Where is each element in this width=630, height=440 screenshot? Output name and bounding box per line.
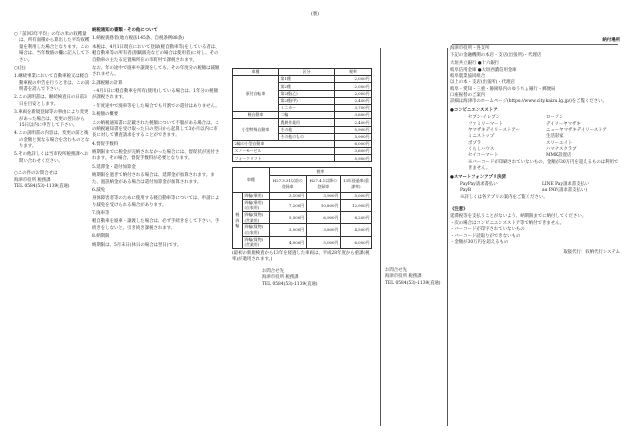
middle-contact <box>262 269 372 288</box>
tax-rate-table-2 <box>232 167 372 249</box>
contact-line: 海津市役所 税務課 <box>385 274 422 280</box>
table-row <box>233 199 372 211</box>
list-item: 3.車両を新規登録等の事由により変更があった場合は、変更の翌日から15日以内に申告して下さい。 <box>14 110 89 128</box>
table-cell: 4,000円 <box>269 236 306 248</box>
table-header-row <box>233 168 372 175</box>
paragraph: この納税通知書に記載された税額について不服がある場合は、この納税通知書を受け取った日の翌日から起算して3か月以内に市長に対して審査請求をすることができます。 <box>92 120 220 139</box>
table-cell: 5,900円 <box>335 126 372 133</box>
table-cell: フォークリフト <box>233 155 335 162</box>
store-list <box>450 115 620 160</box>
table-cell: 2輪の小型自動車 <box>233 140 335 147</box>
contact-title: ○この件のお問合せは <box>14 171 58 177</box>
table-cell: 3,700円 <box>335 104 372 111</box>
table-cell: 5,000円 <box>306 236 340 248</box>
table-cell: 四輪(貨物)(営業用) <box>243 212 270 224</box>
table-cell: 原付自転車 <box>233 76 279 112</box>
table-row <box>233 155 372 162</box>
convenience-title: ●コンビニエンスストア <box>450 107 498 113</box>
note-1: ○「前回3年平均」の年の米の収穫量は、所有面積から算出した平均収穫量を利用した場合となります。この場合は、当年数値の欄に記入して下さい。 <box>14 32 90 63</box>
table-cell: 四輪(貨物)(営業用) <box>243 236 270 248</box>
contact-line: 海津市役所 税務課 <box>262 275 299 281</box>
paragraph: ・年度途中で廃車等をした場合でも月割での還付はありません。 <box>92 103 220 109</box>
bank-line: 岐阜信用金庫 ●大垣西濃信用金庫 <box>450 67 517 73</box>
table-cell: 2,400円 <box>335 97 372 104</box>
right-title: 納付場所 <box>602 38 620 43</box>
paragraph: なお、年の途中で廃車や譲渡をしても、その年度分の税額は減額されません。 <box>92 65 220 78</box>
list-item: PayPay請求書払い <box>460 181 498 187</box>
fold-line <box>447 48 448 426</box>
table-cell: 3,600円 <box>335 148 372 155</box>
middle-title: 納税通知の書類・その他について <box>92 28 158 33</box>
list-item: 4.この説明書の内容は、変更の前と後の金額と異なる場合を含むものとなります。 <box>14 131 90 149</box>
table-cell: 3,100円 <box>269 192 306 199</box>
list-item: ハマナスクラブ <box>546 147 577 152</box>
bank-line: 大垣共立銀行 ●十六銀行 <box>450 61 500 67</box>
list-item: 生活彩家 <box>546 134 564 140</box>
table-cell: 3,000円 <box>269 224 306 236</box>
table-cell: 第2種 <box>279 83 335 90</box>
middle-text-column <box>92 28 222 251</box>
notice-line: 延滞税等を支払うことがないよう、納期限までに納付してください。 <box>450 214 587 220</box>
notice-line: ・次の場合はコンビニエンスストア等で納付できません。 <box>450 220 565 226</box>
table-cell: 軽四輪 <box>233 192 243 248</box>
paragraph: 納期限を過ぎて納付される場合は、延滞金が加算されます。また、過誤納金がある場合は還付加算金が加算されます。 <box>92 173 215 185</box>
list-item: ミニストップ <box>468 134 495 140</box>
table-cell: 5,900円 <box>335 155 372 162</box>
table-row <box>233 112 372 119</box>
list-item: スリーエイト <box>546 140 573 146</box>
table-row <box>233 76 372 83</box>
paragraph: 7.廃車等 <box>92 211 110 216</box>
contact-line: 海津市役所 税務課 <box>14 177 51 183</box>
contact-title: お問合せ先 <box>262 268 284 274</box>
notice-line: ・バーコード読取りができないもの <box>450 233 521 239</box>
contact-line: TEL 0584(53)-1139(直通) <box>385 280 441 286</box>
bank-line: 以上の本・支店(出張所)・代理店 <box>450 80 515 86</box>
contact-title: お問合せ先 <box>385 268 407 273</box>
table-cell: その他のもの <box>279 133 335 140</box>
table-header: H27.4.1以降の登録車 <box>306 175 340 192</box>
table-cell: 2,000円 <box>335 83 372 90</box>
table-row <box>233 148 372 155</box>
paragraph: 2.課税額の計算 <box>92 80 123 86</box>
top-line: 海津市役所・各支所 <box>450 46 490 52</box>
notice-title: 《注意》 <box>450 207 468 212</box>
table-cell: 5,500円 <box>269 212 306 224</box>
paragraph: 本税は、4月1日現在において登録(軽自動車等)をしている者は、軽自動車等の所有者(割賦販売などの場合は使用者)に対し、その自動車の主たる定置場所在の市町村で課税されます。 <box>92 44 220 63</box>
list-item: デイリーヤマザキ <box>546 121 581 127</box>
list-item: くらしハウス <box>468 147 495 152</box>
table-header: 13年経過車(重課率) <box>340 175 371 192</box>
table-row <box>233 224 372 236</box>
table-cell: 第2種(乙) <box>279 90 335 97</box>
table-cell: 二輪 <box>279 112 335 119</box>
table-cell: 3,900円 <box>306 192 340 199</box>
table-cell: 第2種(甲) <box>279 97 335 104</box>
tax-tables-column <box>232 68 372 288</box>
paragraph: 4.督促手数料 <box>92 141 119 147</box>
tax-rate-table-1 <box>232 68 372 162</box>
table-header: 税率 <box>335 69 372 76</box>
table-cell: ミニカー <box>279 104 335 111</box>
table-cell: 軽自動車 <box>233 112 279 119</box>
list-item: LINE Pay請求書支払い <box>542 181 590 187</box>
table-row <box>233 192 372 199</box>
table-cell: スノーモービル <box>233 148 335 155</box>
table-cell: 小型特殊自動車 <box>233 119 279 141</box>
table-header: 車種 <box>233 168 270 192</box>
list-item: ニューヤマザキデイリーストア <box>546 127 607 133</box>
list-item: 2.この説明書は、継続検査日の日前3日を目安とします。 <box>14 95 87 107</box>
paragraph: 1.納税義務者(地方税法145条、自税条例88条) <box>92 36 184 42</box>
paragraph: 6.減免 <box>92 187 105 193</box>
table-cell: 第1種 <box>279 76 335 83</box>
table-cell: 5,000円 <box>340 192 371 199</box>
paragraph: 身体障害者等のために使用する軽自動車等については、申請により減免を受けられる場合があります。 <box>92 196 220 208</box>
table-cell: 6,000円 <box>340 236 371 248</box>
list-item: 5.その他詳しくは当市役所税務課へお問い合わせください。 <box>14 152 89 164</box>
table-cell: 4,500円 <box>340 224 371 236</box>
table-row <box>233 119 372 126</box>
paragraph: 軽自動車を廃車・譲渡した場合は、必ず手続きをして下さい。手続きをしないと、引き続き課税されます。 <box>92 219 220 231</box>
table-header: 税率 <box>269 168 371 175</box>
table-cell: 四輪(乗用) <box>243 192 270 199</box>
list-item: au PAY(請求書支払い) <box>542 188 588 194</box>
bank-line: 岐阜農業協同組合 <box>450 73 486 79</box>
table-cell: 2,000円 <box>335 76 372 83</box>
list-item: 1.継続事業において自動車税又は軽自動車税の申告を行うときは、この説明書を読んで下さい。 <box>14 74 90 92</box>
fold-line <box>380 48 381 426</box>
bank-note: 口座振替のご案内 <box>450 93 486 98</box>
table-cell: 四輪(乗用)(自家用) <box>243 199 270 211</box>
table-note: (最初の新規検査から13年を経過した車両は、平成28年度から重課(税率)が適用されます。) <box>232 251 370 263</box>
notice-line: ・バーコードが印字されていないもの <box>450 227 525 233</box>
list-item: MMK設置店 <box>546 153 572 159</box>
paragraph: ・4月1日に軽自動車を所有(使用)している場合は、1年分の税額が課税されます。 <box>92 89 218 101</box>
list-item: ファミリーマート <box>468 121 504 127</box>
table-cell: 農耕作業用 <box>279 119 335 126</box>
table-cell: 12,900円 <box>340 199 371 211</box>
contact-line: TEL 0584(53)-1139(直通) <box>14 183 70 189</box>
table-cell: 2,400円 <box>335 119 372 126</box>
list-item: ポプラ <box>468 140 482 146</box>
table-header: 車種 <box>233 69 279 76</box>
payment-places-column <box>450 38 620 257</box>
list-item: セイコーマート <box>468 153 499 159</box>
notice-line: ・金額が30万円を超えるもの <box>450 239 509 245</box>
page-label: (裏) <box>310 12 319 17</box>
paragraph: 5.延滞金・還付加算金 <box>92 164 136 170</box>
paragraph: 納期限は、5月末日(休日の場合は翌日)です。 <box>92 242 182 248</box>
table-header: H27.3.31以前の登録車 <box>269 175 306 192</box>
list-item: セブン-イレブン <box>468 115 500 121</box>
paragraph: 8.納期限 <box>92 234 110 240</box>
table-cell: 6,900円 <box>306 212 340 224</box>
table-cell: 3,800円 <box>306 224 340 236</box>
bank-line: 岐阜・愛知・三重・静岡県内のゆうちょ銀行・郵便局 <box>450 86 556 92</box>
table-cell: その他 <box>279 126 335 133</box>
top-line: 下記の金融機関の本店・支店(出張所)・代理店 <box>450 52 542 58</box>
table-header-row <box>233 69 372 76</box>
table-cell: 5,900円 <box>335 133 372 140</box>
table-cell: 7,200円 <box>269 199 306 211</box>
paragraph: 納期限までに税金が完納されなかった場合には、督促状が送付されます。その場合、督促手数料が必要となります。 <box>92 150 220 162</box>
app-title: ●スマートフォンアプリ決済 <box>450 174 506 180</box>
app-list <box>450 182 620 195</box>
table-cell: 3,600円 <box>335 112 372 119</box>
table-row <box>233 236 372 248</box>
table-cell: 四輪(貨物)(自家用) <box>243 224 270 236</box>
left-notes-column <box>14 32 90 190</box>
table-cell: 2,000円 <box>335 90 372 97</box>
table-row <box>233 140 372 147</box>
list-item: ローソン <box>546 115 564 121</box>
note-2: ○(注) <box>14 65 26 71</box>
contact-line: TEL 0584(53)-1139(直通) <box>262 281 318 287</box>
conv-note: ※バーコードが印刷されていないもの、金額が30万円を超えるものは利用できません。 <box>468 159 619 172</box>
table-cell: 6,000円 <box>335 140 372 147</box>
table-cell: 10,800円 <box>306 199 340 211</box>
list-item: ヤマザキデイリーストアー <box>468 127 520 133</box>
paragraph: 3.税額の概要 <box>92 112 119 118</box>
footer: 取扱代行：収納代行システム <box>563 250 620 256</box>
table-cell: 8,200円 <box>340 212 371 224</box>
app-note: ※詳しくは各アプリの案内をご覧ください。 <box>460 194 548 200</box>
left-contact <box>14 171 90 190</box>
table-row <box>233 212 372 224</box>
bank-note: 詳細は海津市のホームページ(https://www.city.kaizu.lg.jp/)をご覧ください。 <box>450 99 607 105</box>
table-header: 区分 <box>279 69 335 76</box>
list-item: PayB <box>460 188 472 194</box>
form-contact <box>385 268 445 287</box>
